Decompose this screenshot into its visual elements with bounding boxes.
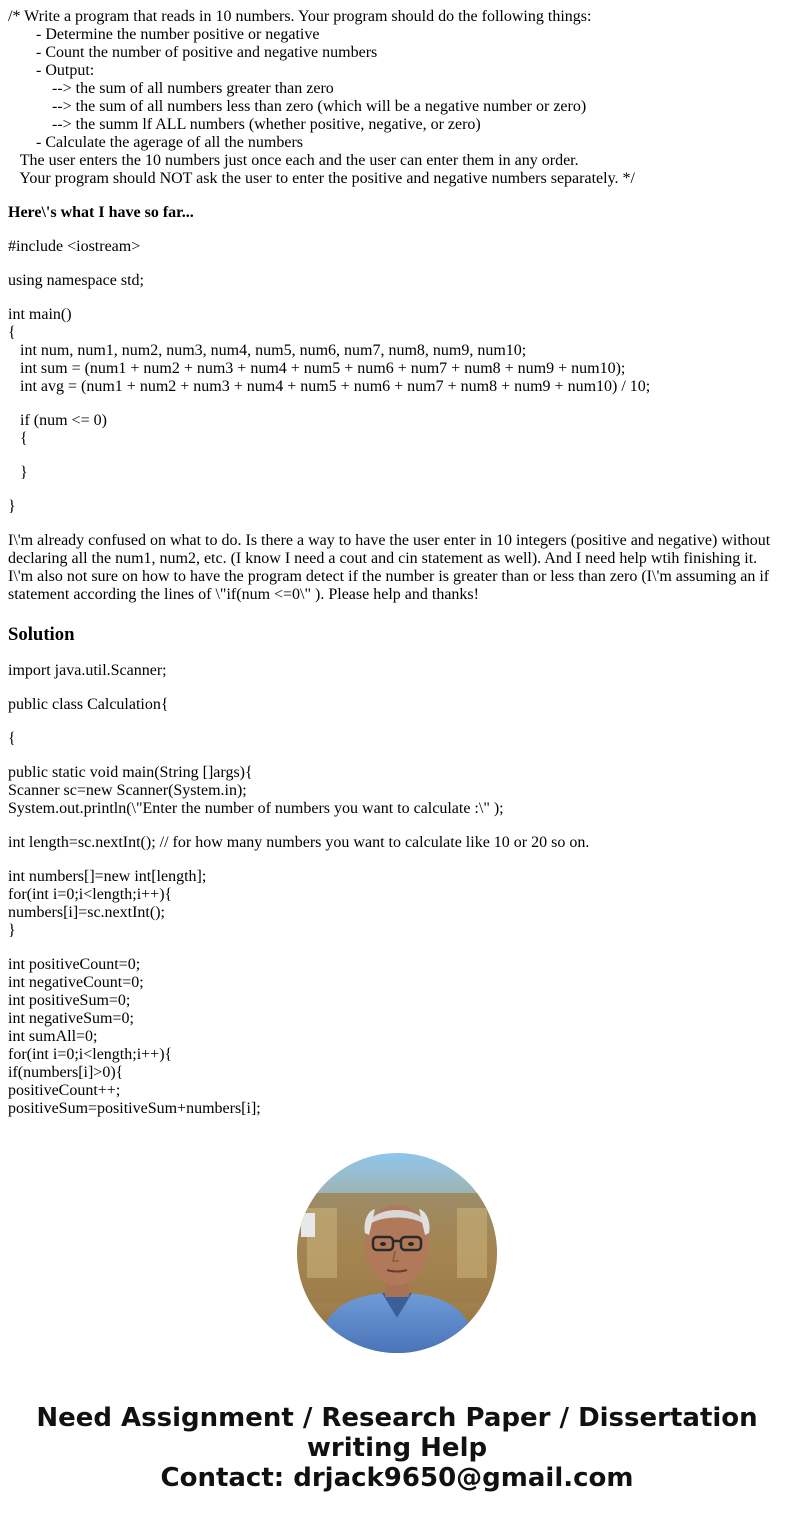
question-intro <box>8 8 786 188</box>
avatar-photo <box>297 1153 497 1353</box>
code-line: int positiveCount=0; <box>8 956 141 973</box>
promo-contact: Contact: drjack9650@gmail.com <box>160 1463 634 1493</box>
code-line: int positiveSum=0; <box>8 992 131 1009</box>
code-line: } <box>8 498 16 515</box>
code-line: import java.util.Scanner; <box>8 662 167 679</box>
code-line: int sumAll=0; <box>8 1028 98 1045</box>
intro-line: - Determine the number positive or negative <box>8 26 320 43</box>
code-line: int negativeCount=0; <box>8 974 144 991</box>
code-line: int num, num1, num2, num3, num4, num5, num6, num7, num8, num9, num10; <box>8 342 527 359</box>
code-line: System.out.println(\"Enter the number of numbers you want to calculate :\" ); <box>8 800 504 817</box>
code-line: Scanner sc=new Scanner(System.in); <box>8 782 247 799</box>
code-line: public class Calculation{ <box>8 696 169 713</box>
code-line: { <box>8 324 16 341</box>
intro-line: /* Write a program that reads in 10 numbers. Your program should do the following things: <box>8 8 592 25</box>
code-line: if (num <= 0) <box>8 412 107 429</box>
solution-heading-wrap <box>8 624 74 646</box>
code-line: int avg = (num1 + num2 + num3 + num4 + num5 + num6 + num7 + num8 + num9 + num10) / 10; <box>8 378 651 395</box>
promo-line-1: Need Assignment / Research Paper / Dissertation writing Help <box>36 1403 758 1463</box>
code-line: { <box>8 730 16 747</box>
so-far-heading: Here\'s what I have so far... <box>8 204 194 221</box>
code-line: positiveSum=positiveSum+numbers[i]; <box>8 1100 261 1117</box>
question-section <box>8 8 786 604</box>
code-line: if(numbers[i]>0){ <box>8 1064 124 1081</box>
code-line: #include <iostream> <box>8 238 141 255</box>
code-line: } <box>8 922 16 939</box>
code-line: int length=sc.nextInt(); // for how many numbers you want to calculate like 10 or 20 so on. <box>8 834 590 851</box>
code-line: public static void main(String []args){ <box>8 764 253 781</box>
code-line: using namespace std; <box>8 272 144 289</box>
code-line: int negativeSum=0; <box>8 1010 134 1027</box>
intro-line: --> the sum of all numbers less than zero (which will be a negative number or zero) <box>8 98 587 115</box>
code-line: int main() <box>8 306 72 323</box>
author-avatar <box>297 1153 497 1353</box>
promo-banner <box>0 1403 794 1493</box>
question-closing-paragraph: I\'m already confused on what to do. Is there a way to have the user enter in 10 integers (positive and negative) without declaring all the num1, num2, etc. (I know I need a cout and cin statement as well). And I need help wtih finishing it. I\'m also not sure on how to have the program detect if the number is greater than or less than zero (I\'m assuming an if statement according the lines of \"if(num <=0\" ). Please help and thanks! <box>8 532 771 603</box>
code-line: for(int i=0;i<length;i++){ <box>8 886 173 903</box>
solution-code <box>8 662 786 1118</box>
code-line: int numbers[]=new int[length]; <box>8 868 207 885</box>
code-line: numbers[i]=sc.nextInt(); <box>8 904 165 921</box>
code-line: positiveCount++; <box>8 1082 121 1099</box>
intro-line: - Count the number of positive and negative numbers <box>8 44 378 61</box>
intro-line: --> the sum of all numbers greater than zero <box>8 80 334 97</box>
intro-line: - Output: <box>8 62 95 79</box>
intro-line: Your program should NOT ask the user to enter the positive and negative numbers separately. */ <box>8 170 635 187</box>
solution-heading: Solution <box>8 624 75 645</box>
code-line: for(int i=0;i<length;i++){ <box>8 1046 173 1063</box>
intro-line: The user enters the 10 numbers just once each and the user can enter them in any order. <box>8 152 579 169</box>
intro-line: --> the summ lf ALL numbers (whether positive, negative, or zero) <box>8 116 481 133</box>
code-line: { <box>8 430 28 447</box>
code-line: int sum = (num1 + num2 + num3 + num4 + num5 + num6 + num7 + num8 + num9 + num10); <box>8 360 626 377</box>
intro-line: - Calculate the agerage of all the numbers <box>8 134 303 151</box>
code-line: } <box>8 464 28 481</box>
